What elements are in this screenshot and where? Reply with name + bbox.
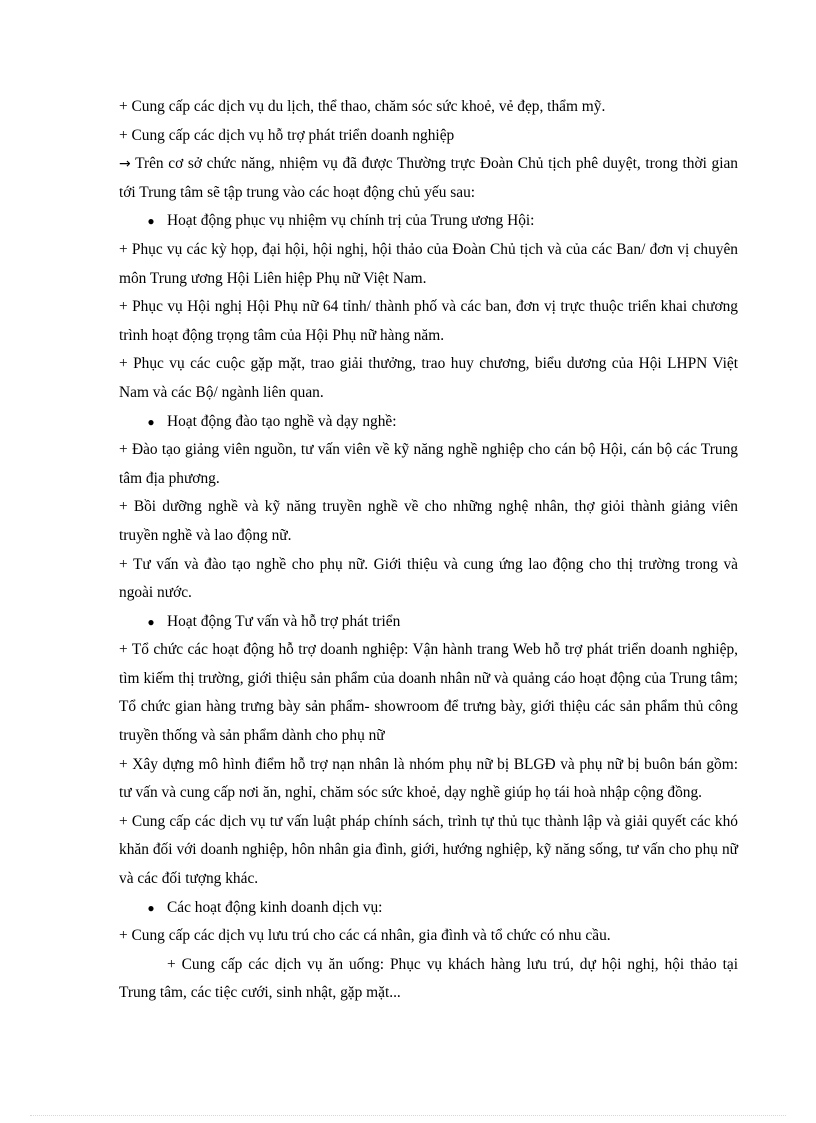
bullet-dot-icon: ● — [147, 614, 155, 629]
paragraph: + Tư vấn và đào tạo nghề cho phụ nữ. Giới thiệu và cung ứng lao động cho thị trường trong và ngoài nước. — [119, 555, 738, 602]
right-arrow-icon: → — [119, 156, 131, 173]
paragraph: + Cung cấp các dịch vụ hỗ trợ phát triển doanh nghiệp — [119, 126, 455, 144]
indented-paragraph: + Cung cấp các dịch vụ ăn uống: Phục vụ khách hàng lưu trú, dự hội nghị, hội thảo tại Trung tâm, các tiệc cưới, sinh nhật, gặp mặt... — [119, 955, 738, 1002]
bullet-dot-icon: ● — [147, 414, 155, 429]
paragraph: + Phục vụ Hội nghị Hội Phụ nữ 64 tỉnh/ thành phố và các ban, đơn vị trực thuộc triển khai chương trình hoạt động trọng tâm của Hội Phụ nữ hàng năm. — [119, 298, 738, 344]
paragraph: + Phục vụ các kỳ họp, đại hội, hội nghị, hội thảo của Đoàn Chủ tịch và của các Ban/ đơn vị chuyên môn Trung ương Hội Liên hiệp Phụ nữ Việt Nam. — [119, 240, 738, 287]
bullet-heading — [119, 408, 738, 437]
bullet-text: Hoạt động phục vụ nhiệm vụ chính trị của Trung ương Hội: — [167, 212, 535, 230]
bullet-heading — [119, 207, 738, 236]
bullet-heading — [119, 608, 738, 637]
document-body — [119, 93, 738, 1008]
paragraph: + Tổ chức các hoạt động hỗ trợ doanh nghiệp: Vận hành trang Web hỗ trợ phát triển doanh nghiệp, tìm kiếm thị trường, giới thiệu sản phẩm của doanh nhân nữ và quảng cáo hoạt động của Trung tâm; Tổ chức gian hàng trưng bày sản phẩm- showroom để trưng bày, giới thiệu các sản phẩm thủ công truyền thống và sản phẩm dành cho phụ nữ — [119, 641, 738, 745]
paragraph: + Phục vụ các cuộc gặp mặt, trao giải thưởng, trao huy chương, biểu dương của Hội LHPN Việt Nam và các Bộ/ ngành liên quan. — [119, 355, 738, 401]
bullet-text: Hoạt động đào tạo nghề và dạy nghề: — [167, 412, 397, 430]
paragraph-with-arrow — [119, 150, 738, 207]
paragraph-text: Trên cơ sở chức năng, nhiệm vụ đã được Thường trực Đoàn Chủ tịch phê duyệt, trong thời gian tới Trung tâm sẽ tập trung vào các hoạt động chủ yếu sau: — [119, 155, 738, 201]
paragraph: + Cung cấp các dịch vụ lưu trú cho các cá nhân, gia đình và tổ chức có nhu cầu. — [119, 927, 611, 945]
paragraph: + Xây dựng mô hình điểm hỗ trợ nạn nhân là nhóm phụ nữ bị BLGĐ và phụ nữ bị buôn bán gồm: tư vấn và cung cấp nơi ăn, nghỉ, chăm sóc sức khoẻ, dạy nghề giúp họ tái hoà nhập cộng đồng. — [119, 755, 738, 802]
paragraph: + Đào tạo giảng viên nguồn, tư vấn viên về kỹ năng nghề nghiệp cho cán bộ Hội, cán bộ các Trung tâm địa phương. — [119, 441, 738, 487]
page-footer-divider — [30, 1115, 786, 1116]
bullet-dot-icon: ● — [147, 214, 155, 229]
bullet-text: Hoạt động Tư vấn và hỗ trợ phát triển — [167, 612, 401, 630]
bullet-heading — [119, 894, 738, 923]
paragraph: + Cung cấp các dịch vụ tư vấn luật pháp chính sách, trình tự thủ tục thành lập và giải quyết các khó khăn đối với doanh nghiệp, hôn nhân gia đình, giới, hướng nghiệp, kỹ năng sống, tư vấn cho phụ nữ và các đối tượng khác. — [119, 812, 738, 888]
bullet-text: Các hoạt động kinh doanh dịch vụ: — [167, 898, 383, 916]
bullet-dot-icon: ● — [147, 900, 155, 915]
paragraph: + Bồi dưỡng nghề và kỹ năng truyền nghề về cho những nghệ nhân, thợ giỏi thành giảng viên truyền nghề và lao động nữ. — [119, 498, 738, 544]
paragraph: + Cung cấp các dịch vụ du lịch, thể thao, chăm sóc sức khoẻ, vẻ đẹp, thẩm mỹ. — [119, 98, 606, 115]
